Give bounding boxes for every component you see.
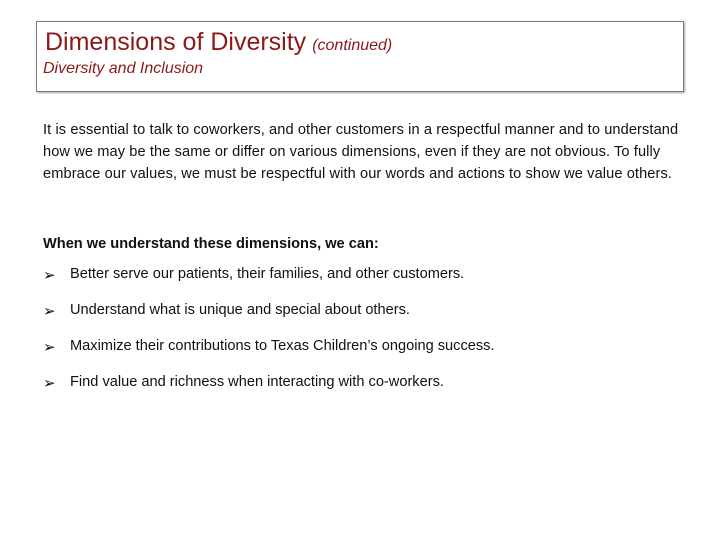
list-item: [43, 302, 495, 338]
bullet-text: Find value and richness when interacting with co-workers.: [70, 374, 444, 390]
bullet-list: [43, 266, 495, 410]
arrow-bullet-icon: ➢: [43, 375, 56, 392]
bullet-text: Maximize their contributions to Texas Children’s ongoing success.: [70, 338, 495, 354]
list-item: [43, 374, 495, 410]
bullet-text: Understand what is unique and special about others.: [70, 302, 410, 318]
intro-paragraph: It is essential to talk to coworkers, and other customers in a respectful manner and to understand how we may be the same or differ on various dimensions, even if they are not obvious. To fully embrace our values, we must be respectful with our words and actions to show we value others.: [43, 122, 679, 182]
list-item: [43, 266, 495, 302]
arrow-bullet-icon: ➢: [43, 303, 56, 320]
bullet-text: Better serve our patients, their families, and other customers.: [70, 266, 465, 282]
list-item: [43, 338, 495, 374]
arrow-bullet-icon: ➢: [43, 339, 56, 356]
page-title: [45, 26, 392, 62]
arrow-bullet-icon: ➢: [43, 267, 56, 284]
title-box: [36, 21, 684, 92]
title-text: Dimensions of Diversity: [45, 28, 307, 56]
subtitle: Diversity and Inclusion: [43, 60, 204, 77]
lead-in-heading: When we understand these dimensions, we can:: [43, 236, 379, 252]
title-suffix: (continued): [312, 37, 393, 54]
